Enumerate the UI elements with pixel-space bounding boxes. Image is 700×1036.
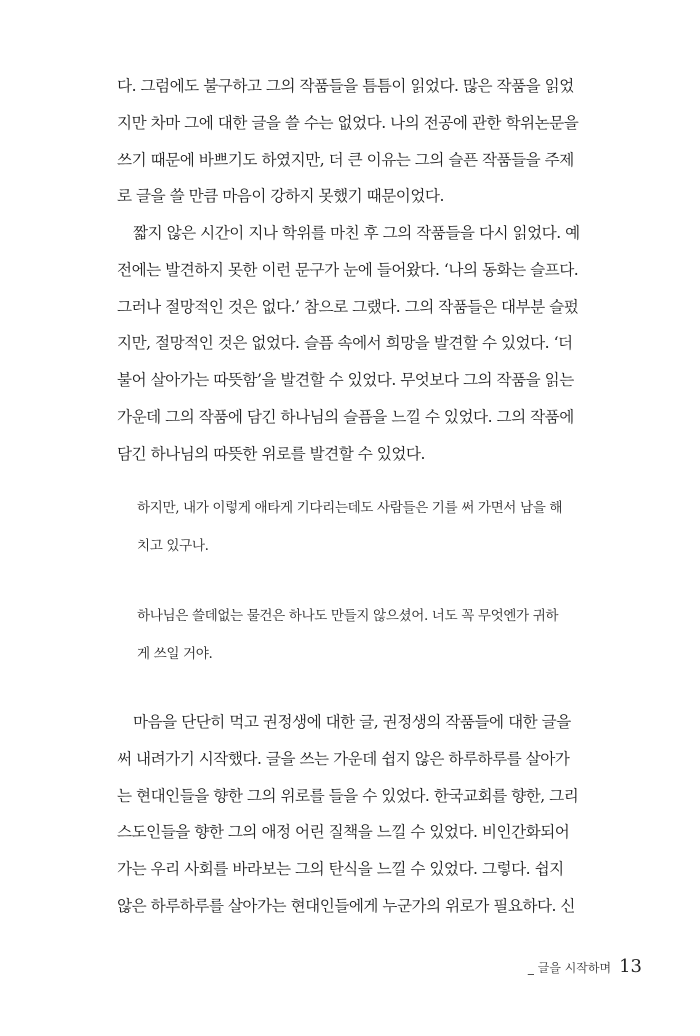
quote-block-1 <box>137 489 617 565</box>
body-paragraph-3 <box>117 704 629 925</box>
text-line: 가는 우리 사회를 바라보는 그의 탄식을 느낄 수 있었다. 그렇다. 쉽지 <box>117 860 564 879</box>
text-line: 는 현대인들을 향한 그의 위로를 들을 수 있었다. 한국교회를 향한, 그리 <box>117 786 579 805</box>
text-line: 쓰기 때문에 바쁘기도 하였지만, 더 큰 이유는 그의 슬픈 작품들을 주제 <box>117 150 574 169</box>
body-paragraph-2 <box>117 215 629 473</box>
text-line: 담긴 하나님의 따뜻한 위로를 발견할 수 있었다. <box>117 444 425 463</box>
text-line: 스도인들을 향한 그의 애정 어린 질책을 느낄 수 있었다. 비인간화되어 <box>117 823 570 842</box>
text-line: 않은 하루하루를 살아가는 현대인들에게 누군가의 위로가 필요하다. 신 <box>117 896 575 915</box>
text-line: 써 내려가기 시작했다. 글을 쓰는 가운데 쉽지 않은 하루하루를 살아가 <box>117 749 570 768</box>
quote-line: 하지만, 내가 이렇게 애타게 기다리는데도 사람들은 기를 써 가면서 남을 해 <box>137 500 563 516</box>
text-line: 전에는 발견하지 못한 이런 문구가 눈에 들어왔다. ‘나의 동화는 슬프다. <box>117 260 579 279</box>
text-line: 지만, 절망적인 것은 없었다. 슬픔 속에서 희망을 발견할 수 있었다. ‘더 <box>117 334 573 353</box>
page-footer <box>528 956 642 977</box>
quote-line: 게 쓰일 거야. <box>137 646 213 662</box>
text-line: 그러나 절망적인 것은 없다.’ 참으로 그랬다. 그의 작품들은 대부분 슬펐 <box>117 297 579 316</box>
text-line: 불어 살아가는 따뜻함’을 발견할 수 있었다. 무엇보다 그의 작품을 읽는 <box>117 371 574 390</box>
quote-line: 하나님은 쓸데없는 물건은 하나도 만들지 않으셨어. 너도 꼭 무엇엔가 귀하 <box>137 608 559 624</box>
text-line: 가운데 그의 작품에 담긴 하나님의 슬픔을 느낄 수 있었다. 그의 작품에 <box>117 407 574 426</box>
text-line: 마음을 단단히 먹고 권정생에 대한 글, 권정생의 작품들에 대한 글을 <box>133 713 571 731</box>
page-number: 13 <box>619 956 642 977</box>
quote-block-2 <box>137 597 617 673</box>
text-line: 다. 그럼에도 불구하고 그의 작품들을 틈틈이 읽었다. 많은 작품을 읽었 <box>117 77 574 95</box>
text-line: 짧지 않은 시간이 지나 학위를 마친 후 그의 작품들을 다시 읽었다. 예 <box>133 224 580 242</box>
text-line: 로 글을 쓸 만큼 마음이 강하지 못했기 때문이었다. <box>117 187 444 206</box>
body-paragraph-1 <box>117 68 629 215</box>
text-line: 지만 차마 그에 대한 글을 쓸 수는 없었다. 나의 전공에 관한 학위논문을 <box>117 113 579 132</box>
quote-line: 치고 있구나. <box>137 538 209 554</box>
running-footer-label: _ 글을 시작하며 <box>527 961 612 975</box>
